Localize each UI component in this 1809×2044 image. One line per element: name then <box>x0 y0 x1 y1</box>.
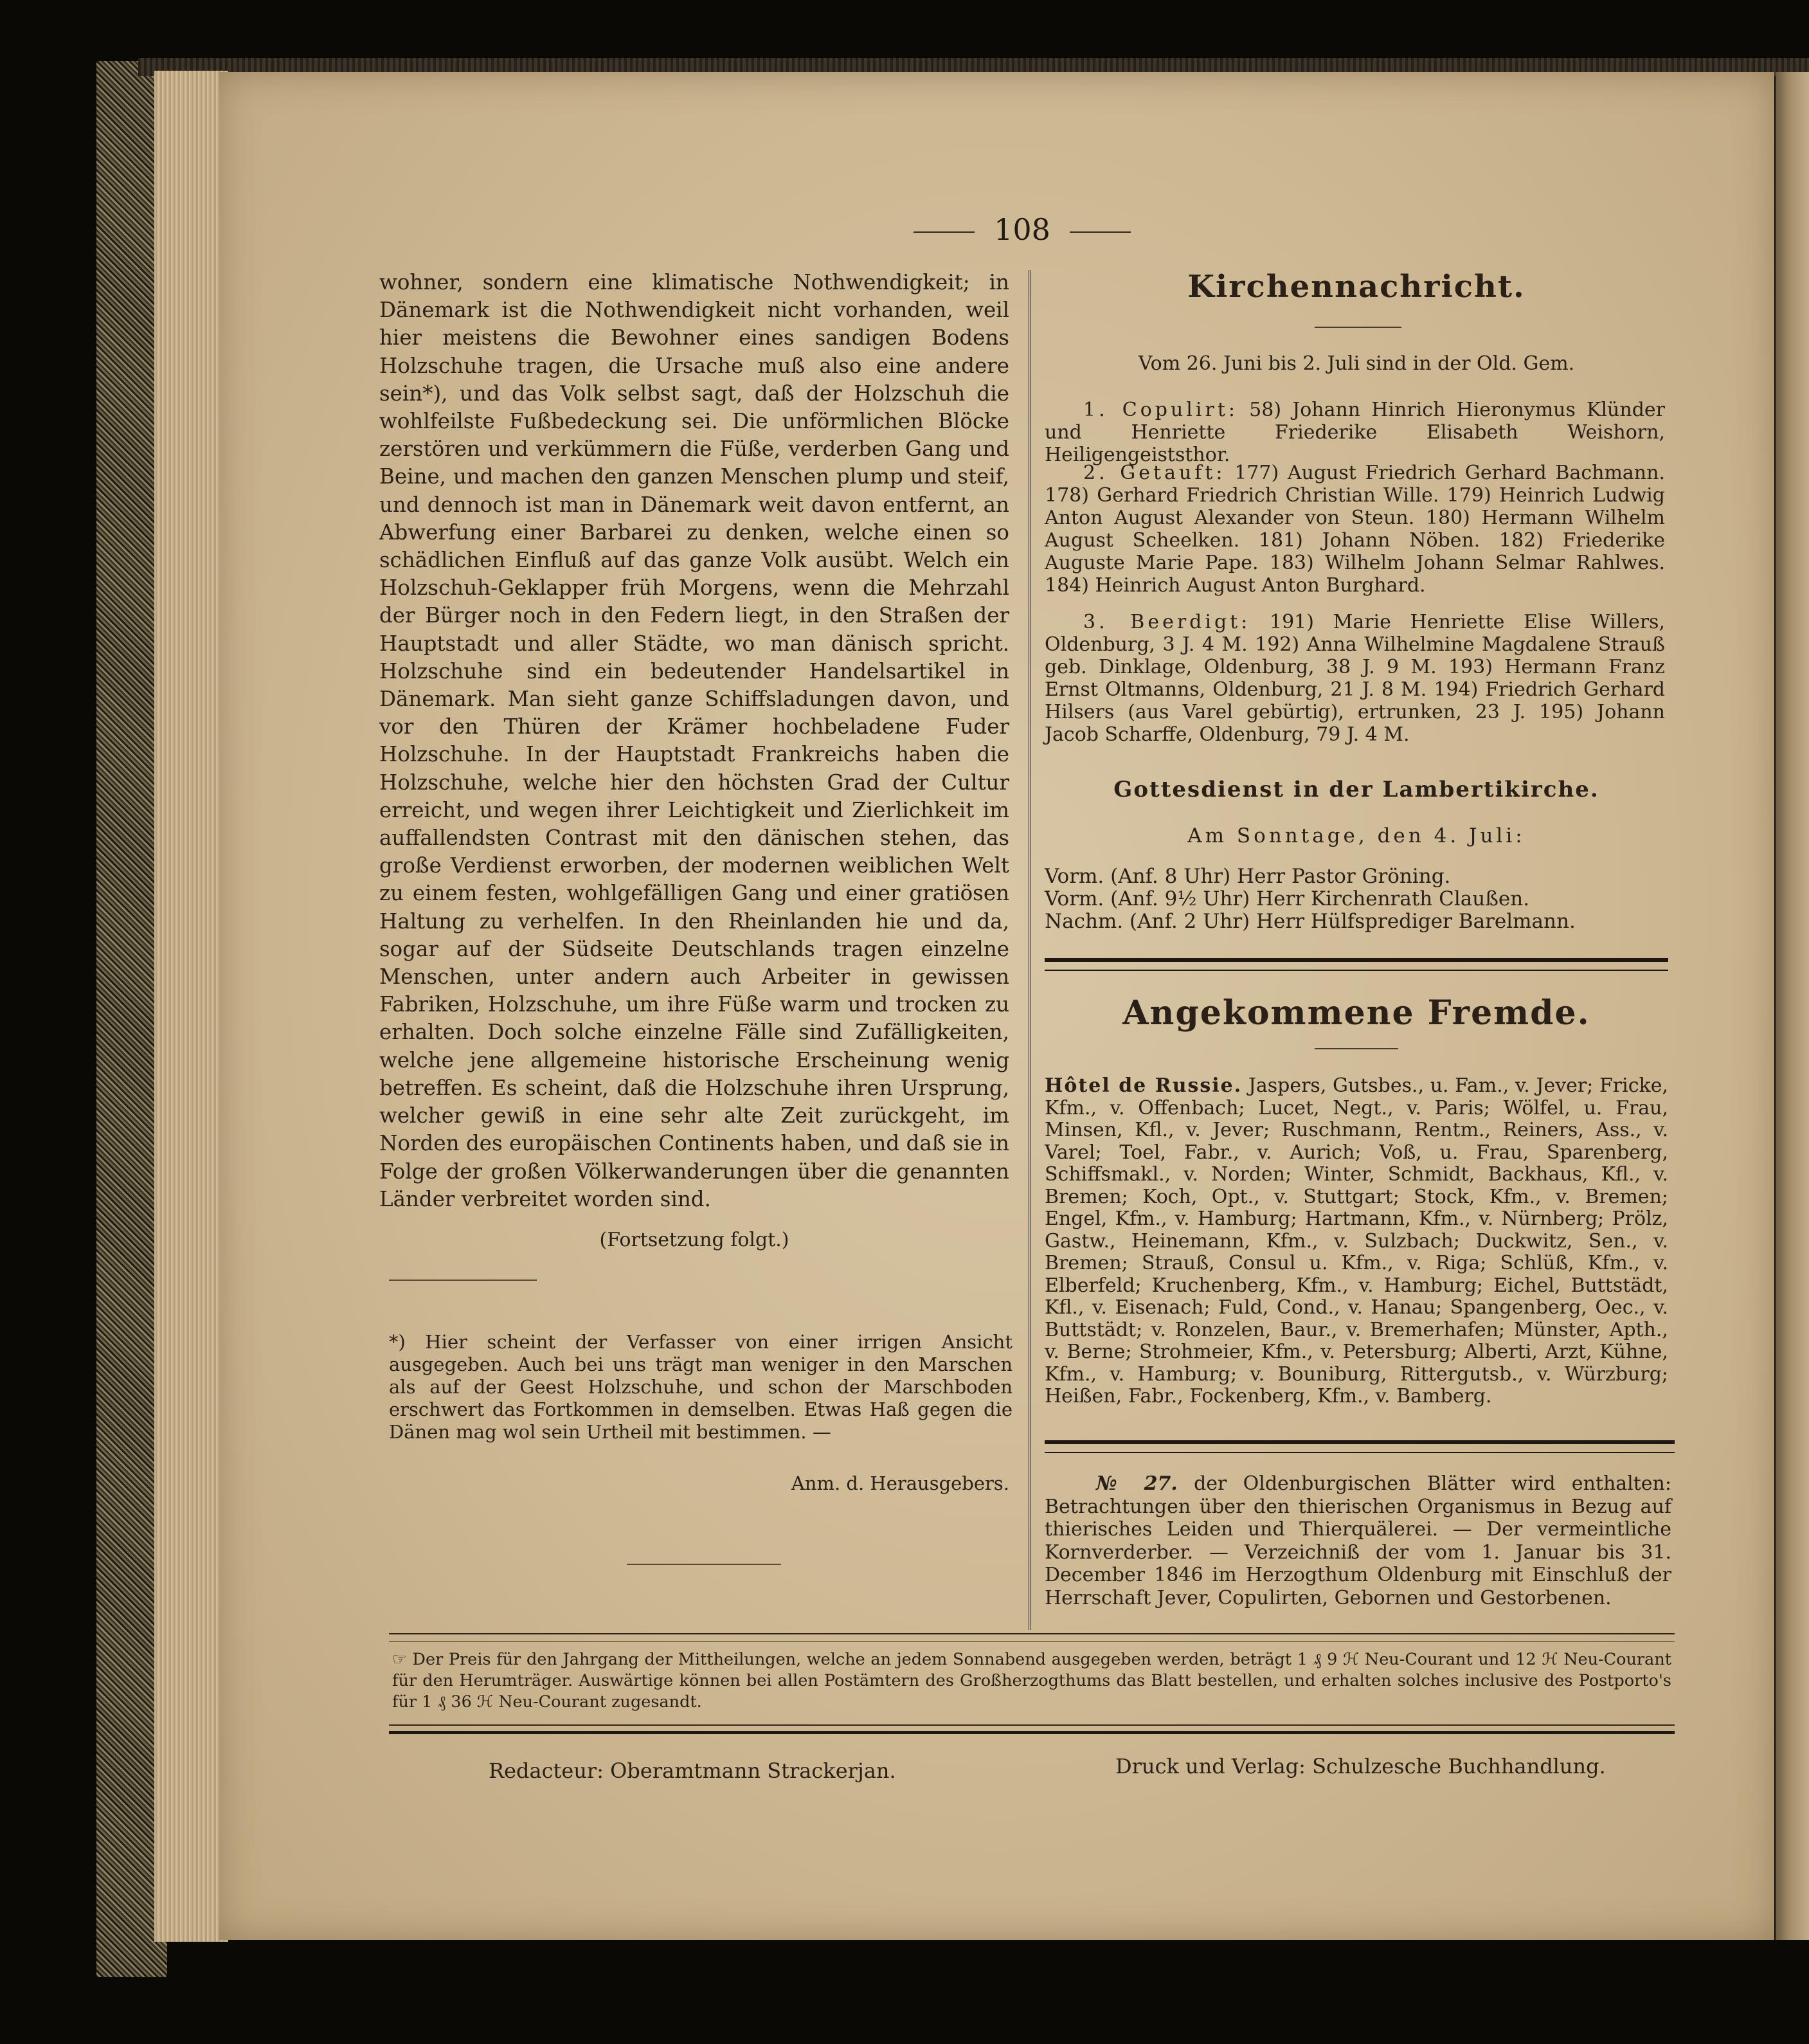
next-issue-notice <box>1045 1472 1671 1609</box>
service-entry: Nachm. (Anf. 2 Uhr) Herr Hülfsprediger Barelmann. <box>1045 910 1576 933</box>
arrivals-title: Angekommene Fremde. <box>1122 993 1590 1033</box>
service-title: Gottesdienst in der Lambertikirche. <box>1113 777 1599 802</box>
service-date: Am Sonntage, den 4. Juli: <box>1187 824 1526 847</box>
editor-line: Redacteur: Oberamtmann Strackerjan. <box>489 1759 896 1783</box>
publisher-line: Druck und Verlag: Schulzesche Buchhandlung. <box>1115 1754 1606 1778</box>
church-news-title: Kirchennachricht. <box>1187 269 1526 305</box>
baptized-label: 2. Getauft: <box>1083 462 1226 484</box>
service-entry: Vorm. (Anf. 8 Uhr) Herr Pastor Gröning. <box>1045 865 1451 888</box>
buried-label: 3. Beerdigt: <box>1083 611 1251 633</box>
page-stack-edge <box>154 71 228 1942</box>
buried-text: 191) Marie Henriette Elise Willers, Oldenburg, 3 J. 4 M. 192) Anna Wilhelmine Magdalene Strauß geb. Dinklage, Oldenburg, 38 J. 9 M. 193) Hermann Franz Ernst Oltmanns, Oldenburg, 21 J. 8 M. 194) Friedrich Gerhard Hilsers (aus Varel gebürtig), ertrunken, 23 J. 195) Johann Jacob Scharffe, Oldenburg, 79 J. 4 M. <box>1045 611 1665 746</box>
arrivals-list <box>1045 1075 1668 1408</box>
facing-page-edge <box>1776 72 1809 1940</box>
footnote-signature: Anm. d. Herausgebers. <box>791 1472 1009 1494</box>
church-news-period: Vom 26. Juni bis 2. Juli sind in der Old. Gem. <box>1138 352 1575 375</box>
page-number: 108 <box>894 212 1151 247</box>
footnote-separator <box>389 1280 537 1281</box>
footer-rule <box>389 1731 1675 1738</box>
notice-text: der Oldenburgischen Blätter wird enthalten: Betrachtungen über den thierischen Organismus in Bezug auf thierisches Leiden und Thierquälerei. — Der vermeintliche Kornverderber. — Verzeichniß der vom 1. Januar bis 31. December 1846 im Herzogthum Oldenburg mit Einschluß der Herrschaft Jever, Copulirten, Gebornen und Gestorbenen. <box>1045 1472 1671 1609</box>
copulated-entry <box>1045 399 1665 466</box>
column-divider <box>1029 270 1030 1630</box>
editor-footnote: *) Hier scheint der Verfasser von einer irrigen Ansicht ausgegeben. Auch bei uns trägt man weniger in den Marschen als auf der Geest Holzschuhe, und schon der Marschboden erschwert das Fortkommen in demselben. Etwas Haß gegen die Dänen mag wol sein Urtheil mit bestimmen. — <box>389 1331 1013 1443</box>
guest-list: Jaspers, Gutsbes., u. Fam., v. Jever; Fricke, Kfm., v. Offenbach; Lucet, Negt., v. Paris; Wölfel, u. Frau, Minsen, Kfl., v. Jever; Ruschmann, Rentm., Reiners, Ass., v. Varel; Toel, Fabr., v. Aurich; Voß, u. Frau, Sparenberg, Schiffsmakl., v. Norden; Winter, Schmidt, Backhaus, Kfl., v. Bremen; Koch, Opt., v. Stuttgart; Stock, Kfm., v. Bremen; Engel, Kfm., v. Hamburg; Hartmann, Kfm., v. Nürnberg; Prölz, Gastw., Heinemann, Kfm., v. Sulzbach; Duckwitz, Sen., v. Bremen; Strauß, Consul u. Kfm., v. Riga; Schlüß, Kfm., v. Elberfeld; Kruchenberg, Kfm., v. Hamburg; Eichel, Buttstädt, Kfl., v. Eisenach; Fuld, Cond., v. Hanau; Spangenberg, Oec., v. Buttstädt; v. Ronzelen, Baur., v. Bremerhafen; Münster, Apth., v. Berne; Strohmeier, Kfm., v. Petersburg; Alberti, Arzt, Kühne, Kfm., v. Hamburg; v. Bouniburg, Rittergutsb., v. Würzburg; Heißen, Fabr., Fockenberg, Kfm., v. Bamberg. <box>1045 1074 1668 1407</box>
service-entry: Vorm. (Anf. 9½ Uhr) Herr Kirchenrath Claußen. <box>1045 887 1530 910</box>
copulated-text: 58) Johann Hinrich Hieronymus Klünder und Henriette Friederike Elisabeth Weishorn, Heiligengeiststhor. <box>1045 399 1665 466</box>
continued-note: (Fortsetzung folgt.) <box>599 1228 789 1251</box>
issue-number: № 27. <box>1096 1472 1178 1495</box>
title-underline <box>1315 327 1401 328</box>
baptized-entry <box>1045 462 1665 597</box>
price-notice: ☞ Der Preis für den Jahrgang der Mittheilungen, welche an jedem Sonnabend ausgegeben werden, beträgt 1 ₰ 9 ℋ Neu-Courant und 12 ℋ Neu-Courant für den Herumträger. Auswärtige können bei allen Postämtern des Großherzogthums das Blatt bestellen, und erhalten solches inclusive des Postporto's für 1 ₰ 36 ℋ Neu-Courant zugesandt. <box>392 1650 1671 1712</box>
title-underline <box>1315 1048 1398 1049</box>
end-rule <box>627 1564 781 1565</box>
article-paragraph: wohner, sondern eine klimatische Nothwendigkeit; in Dänemark ist die Nothwendigkeit nicht vorhanden, weil hier meistens die Bewohner eines sandigen Bodens Holzschuhe tragen, die Ursache muß also eine andere sein*), und das Volk selbst sagt, daß der Holzschuh die wohlfeilste Fußbedeckung sei. Die unförmlichen Blöcke zerstören und verkümmern die Füße, verderben Gang und Beine, und machen den ganzen Menschen plump und steif, und dennoch ist man in Dänemark weit davon entfernt, an Abwerfung einer Barbarei zu denken, welche einen so schädlichen Einfluß auf das ganze Volk ausübt. Welch ein Holzschuh-Geklapper früh Morgens, wenn die Mehrzahl der Bürger noch in den Federn liegt, in den Straßen der Hauptstadt und aller Städte, wo man dänisch spricht. Holzschuhe sind ein bedeutender Handelsartikel in Dänemark. Man sieht ganze Schiffsladungen davon, und vor den Thüren der Krämer hochbeladene Fuder Holzschuhe. In der Hauptstadt Frankreichs haben die Holzschuhe, welche hier den höchsten Grad der Cultur erreicht, und wegen ihrer Leichtigkeit und Zierlichkeit im auffallendsten Contrast mit den dänischen stehen, das große Verdienst erworben, der modernen weiblichen Welt zu einem festen, wohlgefälligen Gang und einer gratiösen Haltung zu verhelfen. In den Rheinlanden hie und da, sogar auf der Südseite Deutschlands tragen einzelne Menschen, unter andern auch Arbeiter in gewissen Fabriken, Holzschuhe, um ihre Füße warm und trocken zu erhalten. Doch solche einzelne Fälle sind Zufälligkeiten, welche jene allgemeine historische Erscheinung wenig betreffen. Es scheint, daß die Holzschuhe ihren Ursprung, welcher gewiß in eine sehr alte Zeit zurückgeht, im Norden des europäischen Continents haben, und daß sie in Folge der großen Völkerwanderungen über die genannten Länder verbreitet worden sind. <box>379 270 1009 1211</box>
hotel-name: Hôtel de Russie. <box>1045 1074 1243 1097</box>
copulated-label: 1. Copulirt: <box>1083 399 1239 421</box>
left-column <box>379 269 1009 1251</box>
section-rule <box>1045 958 1668 971</box>
section-rule <box>1045 1440 1675 1453</box>
baptized-text: 177) August Friedrich Gerhard Bachmann. 178) Gerhard Friedrich Christian Wille. 179) Heinrich Ludwig Anton August Alexander von Steun. 180) Hermann Wilhelm August Scheelken. 181) Johann Nöben. 182) Friederike Auguste Marie Pape. 183) Wilhelm Johann Selmar Rahlwes. 184) Heinrich August Anton Burghard. <box>1045 462 1665 597</box>
service-list <box>1045 865 1665 933</box>
buried-entry <box>1045 611 1665 746</box>
